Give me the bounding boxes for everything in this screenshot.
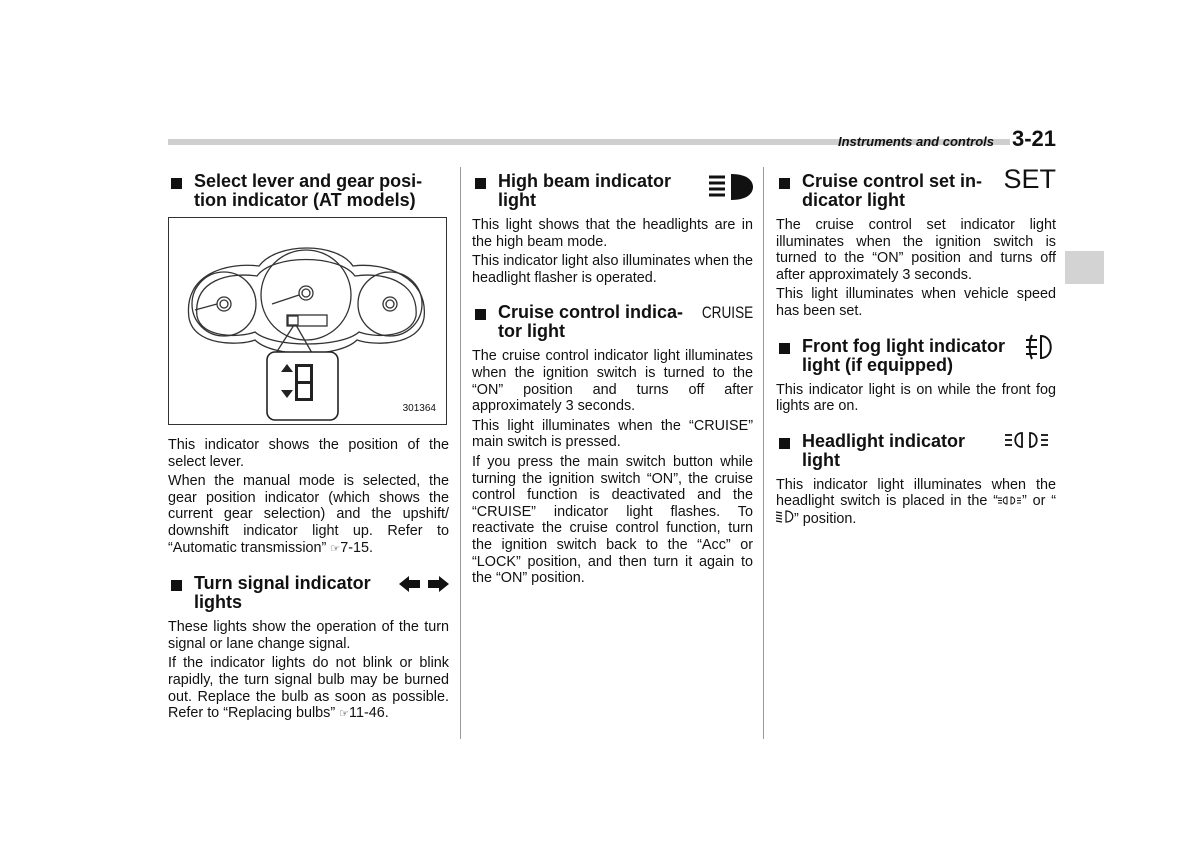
heading-cruise-set: Cruise control set in- dicator light SET [776,172,1056,210]
reference-icon [339,705,349,721]
high-beam-icon [705,172,753,206]
column-3 [776,164,1056,531]
paragraph: The cruise control indicator light illuminates when the ignition switch is turned to the “ON” position and turns off after approximately 3 seconds. [472,348,753,415]
paragraph: This light shows that the headlights are in the high beam mode. [472,217,753,250]
page-number: 3-21 [1012,126,1057,151]
paragraph: If you press the main switch button while turning the ignition switch “ON”, the cruise control function is deactivated and the “CRUISE” indicator light flashes. To reactivate the cruise control function, turn the ignition switch back to the “Acc” or “LOCK” position, and then turn it again to the “ON” position. [472,453,753,587]
paragraph: The cruise control set indicator light illuminates when the ignition switch is turned to the “ON” position and turns off after approximately 3 seconds. [776,217,1056,283]
parking-light-icon [1004,431,1056,453]
front-fog-icon [1024,333,1056,365]
set-icon: SET [1003,164,1056,194]
reference-icon [330,540,340,556]
chapter-tab [1065,251,1104,284]
section-title: Instruments and controls [838,134,995,149]
paragraph: This indicator light is on while the front fog lights are on. [776,381,1056,415]
paragraph: If the indicator lights do not blink or blink rapidly, the turn signal bulb may be burned out. Replace the bulb as soon as possible. Refer to “Replacing bulbs” ☞ 11-46. [168,655,449,722]
heading-headlight: Headlight indicator light [776,432,1056,470]
paragraph: This indicator light illuminates when the headlight switch is placed in the “ ” or “” position. [776,476,1056,527]
paragraph: When the manual mode is selected, the gear position indicator (which shows the current gear selection) and the upshift/ downshift indicator light up. Refer to “Automatic transmission” ☞ 7-15. [168,473,449,557]
paragraph: This light illuminates when vehicle speed has been set. [776,286,1056,319]
paragraph: This light illuminates when the “CRUISE” main switch is pressed. [472,417,753,451]
paragraph: This indicator shows the position of the select lever. [168,437,449,470]
gauge-cluster-illustration [169,218,446,424]
heading-cruise-control: Cruise control indica- tor light CRUISE [472,303,753,341]
headlight-low-beam-icon [776,511,794,527]
column-divider [460,167,461,739]
paragraph: This indicator light also illuminates when the headlight flasher is operated. [472,253,753,286]
column-1 [168,172,449,726]
paragraph: These lights show the operation of the turn signal or lane change signal. [168,619,449,652]
heading-select-lever: Select lever and gear posi- tion indicator (AT models) [168,172,449,210]
heading-front-fog: Front fog light indicator light (if equipped) [776,337,1056,375]
column-divider [763,167,764,739]
gauge-cluster-figure [168,217,447,425]
column-2 [472,172,753,590]
heading-high-beam: High beam indicator light [472,172,753,210]
parking-light-icon [998,493,1022,509]
figure-code: 301364 [402,403,436,414]
cruise-icon: CRUISE [701,303,753,323]
heading-turn-signal: Turn signal indicator lights [168,574,449,612]
turn-signal-arrows-icon [399,574,449,598]
